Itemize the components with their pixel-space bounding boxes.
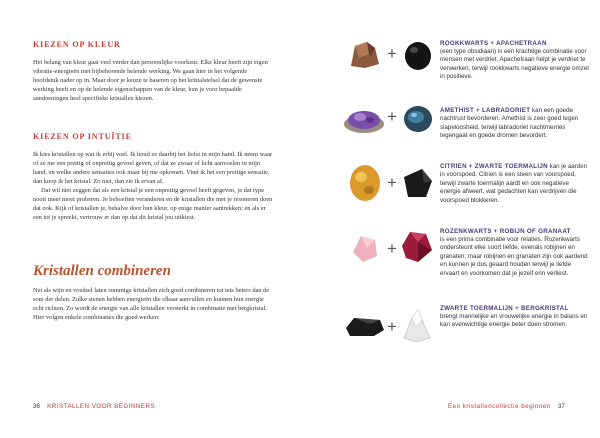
page-number-left: 36 xyxy=(33,403,40,410)
combo-title: AMETHIST + LABRADORIET xyxy=(440,107,531,114)
bergkristal-image xyxy=(400,308,434,344)
combo-rozenkwarts-robijn xyxy=(440,228,590,278)
combo-amethist-labradoriet xyxy=(440,107,590,141)
paragraph-combineren-text: Net als wijn en voedsel laten sommige kristallen zich goed combineren tot iets beters dan de som der delen. Zulke stenen hebben energieën die elkaar aanvullen en kunnen hun energie echt richten. Zo wordt de energie van alle kristallen versterkt in combinatie met bergkristal. Hier volgen enkele combinaties die goed werken: xyxy=(33,287,270,321)
footer-title-right: Een kristallencollectie beginnen xyxy=(448,403,551,410)
combo-title: ROOKKWARTS + APACHETRAAN xyxy=(440,40,547,47)
paragraph-kleur-text: Het belang van kleur gaat veel verder dan persoonlijke voorkeur. Elke kleur heeft zijn eigen vibratie-energieën met bijbehorende helende werking. We gaan hier in het volgende hoofdstuk nader op in. Maar door je keuze te baseren op het kristalstelsel dat de gewenste werking heeft en op de helende eigenschappen van de kleur, kun je voor bepaalde aandoeningen heel specifieke kristallen kiezen. xyxy=(33,59,268,102)
footer-title-left: KRISTALLEN VOOR BEGINNERS xyxy=(47,403,156,410)
amethist-image xyxy=(342,104,386,134)
combo-text xyxy=(440,107,590,141)
combo-zwarte-toermalijn-bergkristal xyxy=(440,305,590,330)
plus-icon: + xyxy=(387,44,397,63)
plus-icon: + xyxy=(387,239,397,258)
combo-text: is een prima combinatie voor relaties. Rozenkwarts ondersteunt elke soort liefde, evenals robijnen en granaten; maar robijnen en granaten zijn ook aardend en kunnen je dus geaard houden terwijl je liefde ervaart en voorkomen dat je jezelf erin verliest. xyxy=(440,236,588,277)
combo-text: brengt mannelijke en vrouwelijke energie in balans en kan evenwichtige energie beter doen stromen. xyxy=(440,313,588,329)
page-number-right: 37 xyxy=(557,403,565,410)
combo-description: kan een goede nachtrust bevorderen. Amethist is zeer goed tegen slapeloosheid, terwijl labradoriet nachtmerries tegengaat en goede dromen bevordert. xyxy=(440,107,579,140)
heading-kristallen-combineren: Kristallen combineren xyxy=(33,263,171,279)
paragraph-kleur xyxy=(33,58,273,103)
paragraph-combineren xyxy=(33,286,273,322)
heading-kiezen-op-intuitie: KIEZEN OP INTUÏTIE xyxy=(33,132,132,141)
zwarte-toermalijn-image xyxy=(344,314,386,340)
combo-title: CITRIEN + ZWARTE TOERMALIJN xyxy=(440,163,548,170)
combo-title: ROZENKWARTS + ROBIJN OF GRANAAT xyxy=(440,228,571,235)
combo-title: ZWARTE TOERMALIJN + BERGKRISTAL xyxy=(440,305,569,312)
plus-icon: + xyxy=(387,107,397,126)
combo-citrien-zwarte-toermalijn xyxy=(440,163,590,205)
combo-description: kan je aarden in voorspoed. Citrien is een steen van voorspoed, terwijl zwarte toermalijn aardt en ook negatieve energie afweert, wat gedachten kan verdrijven die voorspoed blokkeren. xyxy=(440,163,588,204)
plus-icon: + xyxy=(387,317,397,336)
heading-kiezen-op-kleur: KIEZEN OP KLEUR xyxy=(33,40,121,49)
paragraph-intuitie xyxy=(33,150,273,222)
paragraph-intuitie-text-1: Ik kies kristallen op wat ik erbij voel. Ik houd ze daarbij het liefst in mijn hand. Ik neem waar of ze me een prettig of onprettig gevoel geven, of dat ze zwaar of licht aanvoelen in mijn hand, en welke andere sensaties ook maar bij me opkomen. Vind ik het een prettige sensatie, dan koop ik het kristal. Zo niet, dan zie ik ervan af. xyxy=(33,151,273,185)
footer-right xyxy=(448,403,565,410)
citrien-image xyxy=(347,163,383,203)
apachetraan-image xyxy=(402,40,434,72)
labradoriet-image xyxy=(402,104,434,134)
combo-text xyxy=(440,163,590,205)
footer-left xyxy=(33,403,155,410)
rozenkwarts-image xyxy=(347,232,381,266)
robijn-image xyxy=(398,228,434,266)
plus-icon: + xyxy=(387,173,397,192)
combo-rookkwarts-apachetraan xyxy=(440,40,590,82)
zwarte-toermalijn-image xyxy=(400,167,434,201)
rookkwarts-image xyxy=(345,40,385,70)
paragraph-intuitie-text-2: Dat wil niet zeggen dat als een kristal je een onprettig gevoel heeft gegeven, je dat type nooit meer moet proberen. Je behoeften veranderen en de kristallen die met je resoneren doen dat ook. Kijk of kristallen je, behalve door hun kleur, op enige manier aantrekken; en als er een tot je spreekt, vertrouw er dan op dat dit kristal jou uitkiest. xyxy=(33,187,273,221)
combo-text: (een type obsidiaan) is een krachtige combinatie voor mensen met verdriet. Apachetraan helpt je verdriet te verwerken, terwijl rookkwarts negatieve energie omzet in positieve. xyxy=(440,48,589,81)
